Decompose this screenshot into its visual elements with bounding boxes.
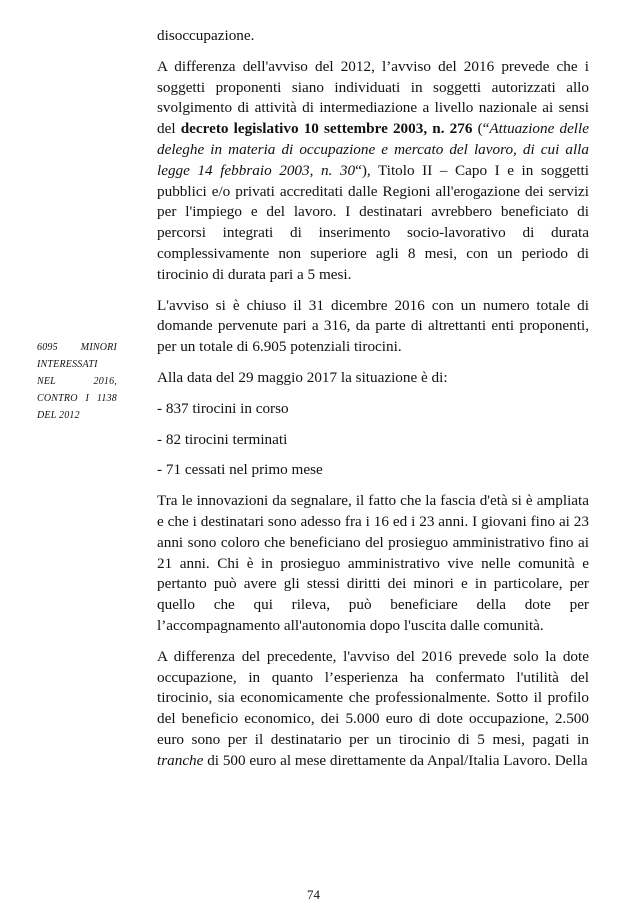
paragraph: L'avviso si è chiuso il 31 dicembre 2016 con un numero totale di domande pervenute pari a 316, da parte di altrettanti enti proponenti, per un totale di 6.905 potenziali tirocini. [157, 296, 589, 356]
body-text [157, 26, 589, 772]
page-number: 74 [307, 887, 320, 902]
paragraph: disoccupazione. [157, 27, 255, 44]
paragraph: Alla data del 29 maggio 2017 la situazione è di: [157, 368, 448, 386]
text-run: “), Titolo II – Capo I e in soggetti pubblici e/o privati accreditati dalle Regioni all'erogazione dei servizi per l'impiego e del lavoro. I destinatari avrebbero beneficiato di percorsi integrati di inserimento socio-lavorativo di durata complessivamente non superiore agli 8 mesi, con un periodo di tirocinio di durata pari a 5 mesi. [157, 161, 589, 283]
paragraph [157, 647, 589, 772]
margin-note: 6095 MINORI INTERESSATI NEL 2016, CONTRO I 1138 DEL 2012 [37, 342, 117, 421]
text-run: A differenza del precedente, l'avviso del 2016 prevede solo la dote occupazione, in quanto l’esperienza ha confermato l'utilità del tirocinio, sia economicamente che professionalmente. Sotto il profilo del beneficio economico, dei 5.000 euro di dote occupazione, 2.500 euro sono per il destinatario per un tirocinio di 5 mesi, pagati in [157, 647, 589, 748]
text-run: di 500 euro al mese direttamente da Anpal/Italia Lavoro. Della [203, 751, 588, 769]
text-run: (“ [472, 120, 490, 138]
list-item: - 71 cessati nel primo mese [157, 461, 323, 479]
law-title: Attuazione delle deleghe in materia di occupazione e mercato del lavoro, di cui alla legge 14 febbraio 2003, n. 30 [157, 120, 589, 179]
text-run: A differenza dell'avviso del 2012, l’avviso del 2016 prevede che i soggetti proponenti siano individuati in soggetti autorizzati allo svolgimento di attività di intermediazione a livello nazionale ai sensi del [157, 57, 589, 138]
paragraph [157, 57, 589, 286]
paragraph: Tra le innovazioni da segnalare, il fatto che la fascia d'età si è ampliata e che i destinatari sono adesso fra i 16 ed i 23 anni. I giovani fino ai 23 anni sono coloro che beneficiano del prosieguo amministrativo fino ai 21 anni. Chi è in prosieguo amministrativo vive nelle comunità e pertanto può avere gli stessi diritti dei minori e in particolare, per quello che qui rileva, può beneficiare della dote per l’accompagnamento all'autonomia dopo l'uscita dalle comunità. [157, 492, 589, 634]
italic-term: tranche [157, 751, 204, 769]
list-item: - 82 tirocini terminati [157, 430, 288, 448]
law-reference: decreto legislativo 10 settembre 2003, n. 276 [180, 120, 473, 138]
list-item: - 837 tirocini in corso [157, 399, 289, 417]
